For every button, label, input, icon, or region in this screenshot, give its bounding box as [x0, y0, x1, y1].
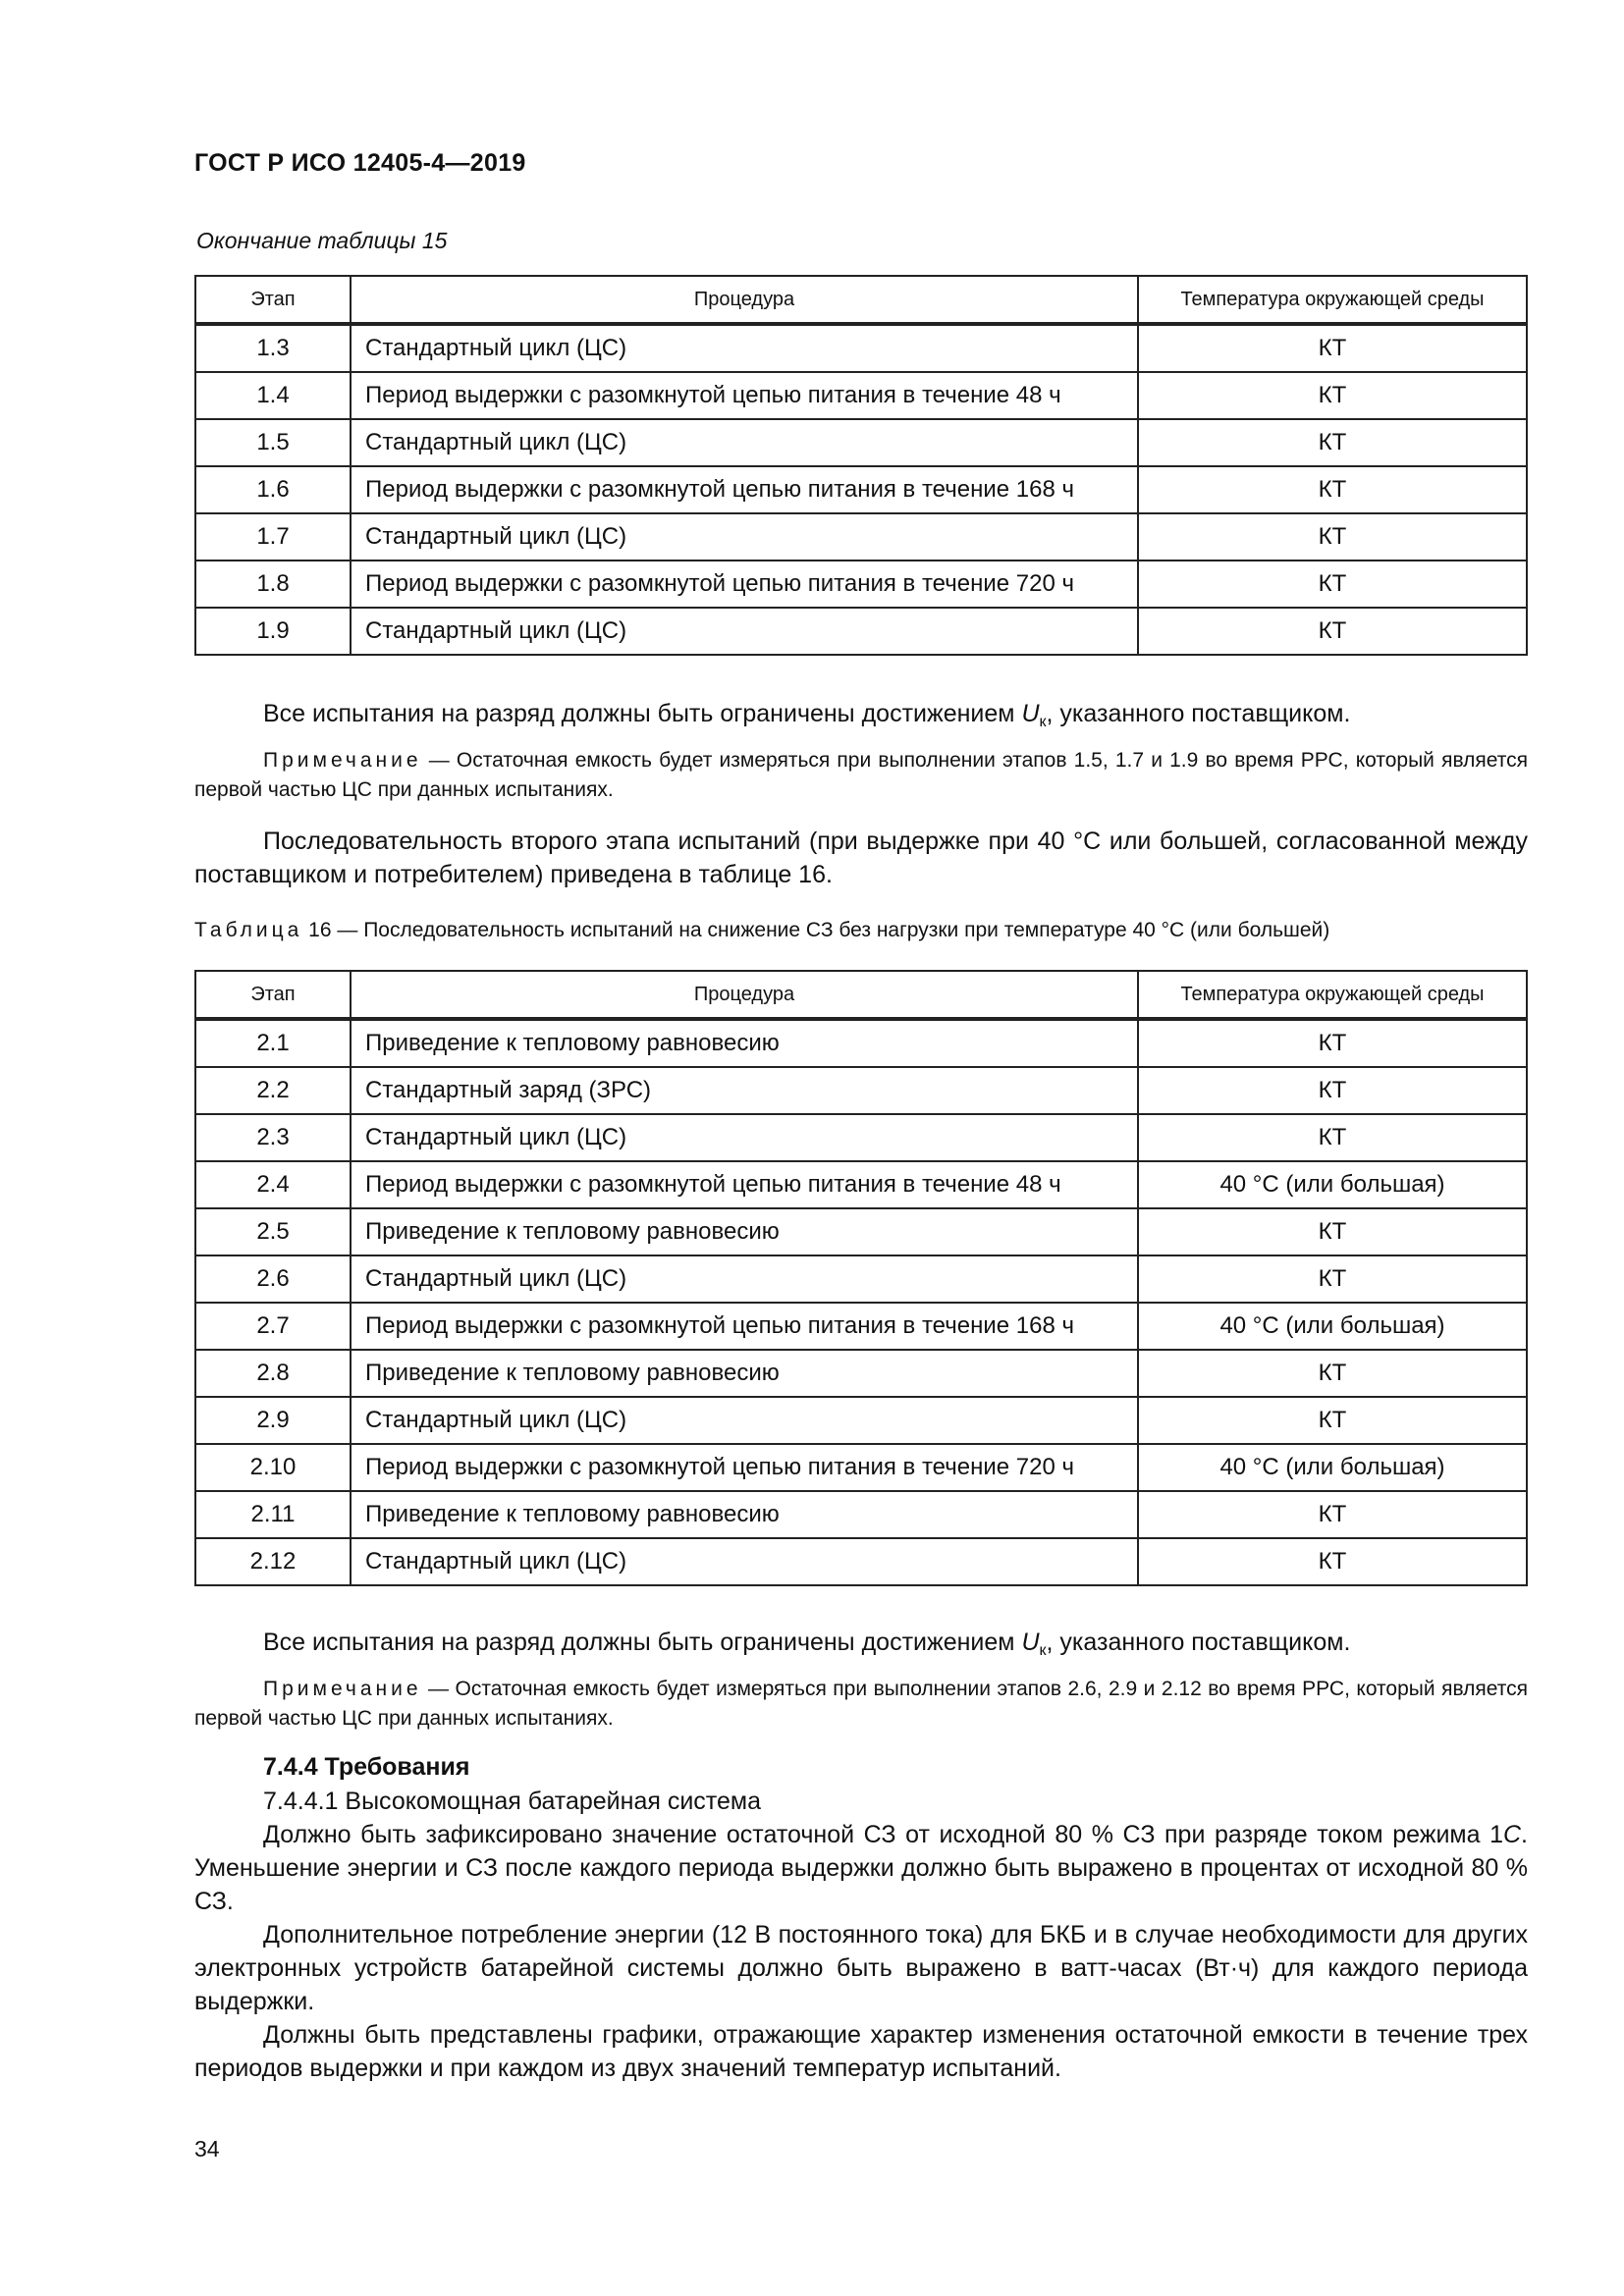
cell-procedure: Стандартный цикл (ЦС) [351, 1397, 1138, 1444]
table-row [195, 1161, 1527, 1208]
cell-procedure: Приведение к тепловому равновесию [351, 1350, 1138, 1397]
text: . Уменьшение энергии и СЗ после каждого периода выдержки должно быть выражено в процентах от исходной 80 % СЗ. [194, 1821, 1528, 1915]
table-row [195, 1255, 1527, 1303]
cell-temperature: КТ [1138, 1397, 1527, 1444]
note-1 [194, 746, 1528, 805]
cell-stage: 2.9 [195, 1397, 351, 1444]
cell-stage: 2.10 [195, 1444, 351, 1491]
document-title: ГОСТ Р ИСО 12405-4—2019 [194, 149, 526, 177]
cell-temperature: КТ [1138, 1067, 1527, 1114]
table-row [195, 419, 1527, 466]
cell-stage: 2.8 [195, 1350, 351, 1397]
discharge-limit-paragraph-1 [194, 697, 1528, 739]
column-header-procedure: Процедура [351, 971, 1138, 1019]
table-row [195, 1397, 1527, 1444]
cell-stage: 2.12 [195, 1538, 351, 1585]
column-header-procedure: Процедура [351, 276, 1138, 324]
table-row [195, 1538, 1527, 1585]
table-label: Таблица [194, 919, 303, 941]
section-heading: 7.4.4 Требования [263, 1753, 470, 1781]
cell-procedure: Период выдержки с разомкнутой цепью питания в течение 48 ч [351, 1161, 1138, 1208]
table-row [195, 466, 1527, 513]
voltage-subscript: к [1039, 714, 1047, 730]
requirement-paragraph-1 [194, 1818, 1528, 1918]
text: Все испытания на разряд должны быть ограничены достижением [263, 700, 1022, 727]
note-text: — Остаточная емкость будет измеряться при выполнении этапов 2.6, 2.9 и 2.12 во время РРС, который является первой частью ЦС при данных испытаниях. [194, 1678, 1528, 1730]
requirement-paragraph-3: Должны быть представлены графики, отражающие характер изменения остаточной емкости в течение трех периодов выдержки и при каждом из двух значений температур испытаний. [194, 2021, 1528, 2082]
cell-temperature: КТ [1138, 419, 1527, 466]
table-row [195, 372, 1527, 419]
discharge-limit-paragraph-2 [194, 1626, 1528, 1668]
cell-temperature: КТ [1138, 1019, 1527, 1067]
column-header-stage: Этап [195, 971, 351, 1019]
cell-temperature: КТ [1138, 1255, 1527, 1303]
cell-procedure: Стандартный цикл (ЦС) [351, 608, 1138, 655]
cell-procedure: Период выдержки с разомкнутой цепью питания в течение 168 ч [351, 1303, 1138, 1350]
table-row [195, 1444, 1527, 1491]
cell-temperature: 40 °С (или большая) [1138, 1444, 1527, 1491]
table-header-row [195, 971, 1527, 1019]
cell-temperature: КТ [1138, 1208, 1527, 1255]
table16-caption [194, 919, 1329, 942]
cell-stage: 1.5 [195, 419, 351, 466]
note-text: — Остаточная емкость будет измеряться при выполнении этапов 1.5, 1.7 и 1.9 во время РРС, который является первой частью ЦС при данных испытаниях. [194, 749, 1528, 801]
cell-stage: 2.1 [195, 1019, 351, 1067]
table-header-row [195, 276, 1527, 324]
cell-temperature: КТ [1138, 1114, 1527, 1161]
cell-procedure: Период выдержки с разомкнутой цепью питания в течение 720 ч [351, 561, 1138, 608]
table-15 [194, 275, 1528, 656]
cell-stage: 1.8 [195, 561, 351, 608]
table15-caption: Окончание таблицы 15 [196, 228, 448, 253]
cell-stage: 1.7 [195, 513, 351, 561]
cell-temperature: КТ [1138, 561, 1527, 608]
table-row [195, 1208, 1527, 1255]
table-row [195, 1067, 1527, 1114]
cell-procedure: Стандартный цикл (ЦС) [351, 1255, 1138, 1303]
column-header-stage: Этап [195, 276, 351, 324]
note-2 [194, 1675, 1528, 1734]
table-16 [194, 970, 1528, 1586]
cell-temperature: 40 °С (или большая) [1138, 1303, 1527, 1350]
text: , указанного поставщиком. [1046, 1629, 1351, 1656]
page-number: 34 [194, 2136, 220, 2162]
column-header-temperature: Температура окружающей среды [1138, 276, 1527, 324]
cell-procedure: Стандартный заряд (ЗРС) [351, 1067, 1138, 1114]
cell-stage: 2.5 [195, 1208, 351, 1255]
cell-procedure: Период выдержки с разомкнутой цепью питания в течение 48 ч [351, 372, 1138, 419]
table-row [195, 1491, 1527, 1538]
column-header-temperature: Температура окружающей среды [1138, 971, 1527, 1019]
cell-stage: 2.3 [195, 1114, 351, 1161]
cell-stage: 2.4 [195, 1161, 351, 1208]
cell-procedure: Приведение к тепловому равновесию [351, 1491, 1138, 1538]
cell-temperature: КТ [1138, 372, 1527, 419]
cell-procedure: Стандартный цикл (ЦС) [351, 1114, 1138, 1161]
cell-procedure: Приведение к тепловому равновесию [351, 1019, 1138, 1067]
text: Все испытания на разряд должны быть ограничены достижением [263, 1629, 1022, 1656]
cell-temperature: КТ [1138, 324, 1527, 372]
cell-stage: 1.4 [195, 372, 351, 419]
cell-temperature: КТ [1138, 1538, 1527, 1585]
table-caption-text: 16 — Последовательность испытаний на снижение СЗ без нагрузки при температуре 40 °С (или большей) [302, 919, 1330, 941]
subsection-heading: 7.4.4.1 Высокомощная батарейная система [263, 1788, 761, 1815]
table-row [195, 1114, 1527, 1161]
cell-stage: 2.11 [195, 1491, 351, 1538]
note-label: Примечание [263, 1678, 422, 1700]
cell-procedure: Приведение к тепловому равновесию [351, 1208, 1138, 1255]
cell-temperature: КТ [1138, 608, 1527, 655]
cell-temperature: 40 °С (или большая) [1138, 1161, 1527, 1208]
cell-procedure: Стандартный цикл (ЦС) [351, 1538, 1138, 1585]
cell-stage: 2.2 [195, 1067, 351, 1114]
cell-procedure: Период выдержки с разомкнутой цепью питания в течение 168 ч [351, 466, 1138, 513]
cell-stage: 1.3 [195, 324, 351, 372]
voltage-symbol: U [1021, 700, 1040, 727]
table-row [195, 1303, 1527, 1350]
cell-temperature: КТ [1138, 1350, 1527, 1397]
current-mode-symbol: С [1502, 1821, 1522, 1848]
table15-body [195, 324, 1527, 655]
requirement-paragraph-2: Дополнительное потребление энергии (12 В постоянного тока) для БКБ и в случае необходимости для других электронных устройств батарейной системы должно быть выражено в ватт-часах (Вт·ч) для каждого периода выдержки. [194, 1921, 1528, 2015]
text: , указанного поставщиком. [1046, 700, 1351, 727]
cell-stage: 1.6 [195, 466, 351, 513]
cell-temperature: КТ [1138, 1491, 1527, 1538]
cell-procedure: Период выдержки с разомкнутой цепью питания в течение 720 ч [351, 1444, 1138, 1491]
cell-stage: 1.9 [195, 608, 351, 655]
cell-stage: 2.6 [195, 1255, 351, 1303]
table-row [195, 513, 1527, 561]
second-stage-paragraph: Последовательность второго этапа испытаний (при выдержке при 40 °С или большей, согласованной между поставщиком и потребителем) приведена в таблице 16. [194, 828, 1528, 888]
table-row [195, 1019, 1527, 1067]
voltage-subscript: к [1039, 1642, 1047, 1659]
cell-procedure: Стандартный цикл (ЦС) [351, 324, 1138, 372]
voltage-symbol: U [1021, 1629, 1040, 1656]
cell-temperature: КТ [1138, 513, 1527, 561]
table-row [195, 324, 1527, 372]
table-row [195, 608, 1527, 655]
table-row [195, 1350, 1527, 1397]
table-row [195, 561, 1527, 608]
cell-procedure: Стандартный цикл (ЦС) [351, 513, 1138, 561]
cell-temperature: КТ [1138, 466, 1527, 513]
table16-body [195, 1019, 1527, 1585]
cell-stage: 2.7 [195, 1303, 351, 1350]
note-label: Примечание [263, 749, 422, 772]
cell-procedure: Стандартный цикл (ЦС) [351, 419, 1138, 466]
text: Должно быть зафиксировано значение остаточной СЗ от исходной 80 % СЗ при разряде током режима 1 [263, 1821, 1503, 1848]
